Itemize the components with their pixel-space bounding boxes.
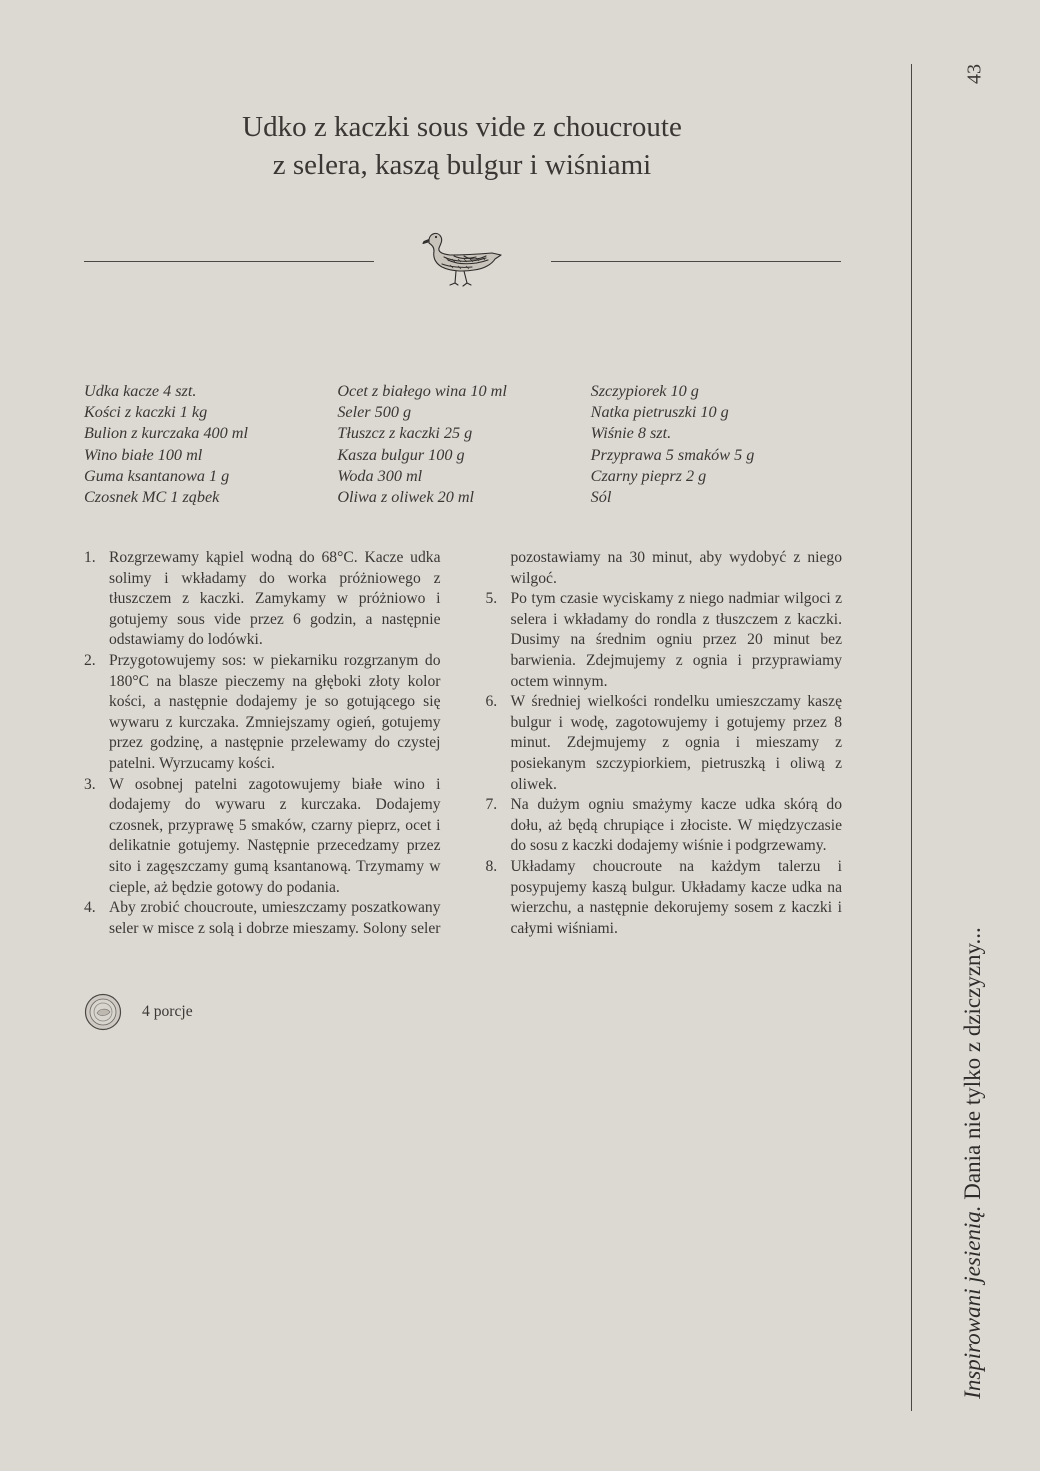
step-2 bbox=[84, 651, 441, 775]
ingredient-item: Seler 500 g bbox=[337, 403, 412, 422]
recipe-title-line-2: z selera, kaszą bulgur i wiśniami bbox=[272, 149, 652, 181]
step-3 bbox=[84, 775, 441, 899]
ingredient-item: Sól bbox=[590, 488, 612, 507]
step-5 bbox=[486, 589, 843, 692]
step-text: W osobnej patelni zagotowujemy białe wino i dodajemy do wywaru z kurczaka. Dodajemy czosnek, przyprawę 5 smaków, czarny pieprz, ocet i delikatnie gotujemy. Następnie przecedzamy przez sito i zagęszczamy gumą ksantanową. Trzymamy w cieple, aż będzie gotowy do podania. bbox=[109, 775, 441, 896]
step-7 bbox=[486, 795, 843, 857]
step-number: 4. bbox=[84, 899, 96, 917]
plate-icon bbox=[84, 993, 122, 1031]
page-number: 43 bbox=[963, 64, 986, 84]
step-number: 8. bbox=[485, 857, 498, 875]
servings bbox=[84, 993, 193, 1031]
ingredient-item: Czosnek MC 1 ząbek bbox=[84, 488, 220, 507]
ingredients-column-3 bbox=[591, 381, 844, 508]
step-6 bbox=[486, 692, 843, 795]
step-text: W średniej wielkości rondelku umieszczamy kaszę bulgur i wodę, zagotowujemy i gotujemy przez 8 minut. Zdejmujemy z ognia i mieszamy z posiekanym szczypiorkiem, pietruszką i oliwą z oliwek. bbox=[510, 693, 842, 793]
ingredient-item: Tłuszcz z kaczki 25 g bbox=[337, 424, 473, 443]
ingredients-list bbox=[84, 381, 844, 508]
ingredient-item: Natka pietruszki 10 g bbox=[590, 403, 729, 422]
ingredient-item: Kości z kaczki 1 kg bbox=[84, 403, 208, 422]
step-number: 3. bbox=[84, 775, 96, 793]
divider-right bbox=[551, 261, 841, 262]
recipe-title bbox=[112, 108, 812, 184]
ingredient-item: Wiśnie 8 szt. bbox=[590, 424, 672, 443]
step-number: 1. bbox=[84, 549, 96, 566]
margin-rule bbox=[911, 64, 912, 1411]
step-text: Układamy choucroute na każdym talerzu i posypujemy kaszą bulgur. Układamy kacze udka na wierzchu, a następnie dekorujemy sosem z kaczki i całymi wiśniami. bbox=[510, 857, 842, 937]
running-head-regular: Dania nie tylko z dziczyzny... bbox=[960, 927, 985, 1200]
running-head-italic: Inspirowani jesienią. bbox=[960, 1205, 985, 1399]
running-head bbox=[960, 927, 986, 1399]
servings-label: 4 porcje bbox=[142, 1003, 193, 1020]
step-text: Na dużym ogniu smażymy kacze udka skórą do dołu, aż będą chrupiące i złociste. W międzyczasie do sosu z kaczki dodajemy wiśnie i podgrzewamy. bbox=[510, 796, 842, 855]
ingredient-item: Szczypiorek 10 g bbox=[590, 382, 699, 400]
preparation-steps bbox=[84, 548, 842, 939]
step-number: 6. bbox=[485, 693, 498, 711]
ingredient-item: Oliwa z oliwek 20 ml bbox=[337, 488, 475, 507]
ingredient-item: Udka kacze 4 szt. bbox=[84, 382, 197, 400]
step-number: 2. bbox=[84, 651, 96, 669]
step-8 bbox=[486, 857, 843, 939]
ingredients-column-2 bbox=[337, 381, 590, 508]
ingredient-item: Ocet z białego wina 10 ml bbox=[337, 382, 507, 400]
step-number: 7. bbox=[485, 796, 498, 814]
step-1 bbox=[84, 548, 441, 651]
ingredient-item: Woda 300 ml bbox=[337, 466, 423, 485]
ingredient-item: Guma ksantanowa 1 g bbox=[84, 466, 230, 485]
ingredients-column-1 bbox=[84, 381, 337, 508]
ingredient-item: Przyprawa 5 smaków 5 g bbox=[590, 445, 755, 464]
step-text: Po tym czasie wyciskamy z niego nadmiar wilgoci z selera i wkładamy do rondla z tłuszczem z kaczki. Dusimy na średnim ogniu przez 20 minut bez barwienia. Zdejmujemy z ognia i przyprawiamy octem winnym. bbox=[510, 590, 842, 690]
ingredient-item: Czarny pieprz 2 g bbox=[590, 466, 707, 485]
step-number: 5. bbox=[485, 590, 498, 608]
ingredient-item: Kasza bulgur 100 g bbox=[337, 445, 465, 464]
divider-left bbox=[84, 261, 374, 262]
step-text: Aby zrobić choucroute, umieszczamy poszatkowany seler w misce z solą i dobrze mieszamy. Solony seler pozostawiamy na 30 minut, aby wydobyć z niego wilgoć. bbox=[109, 549, 842, 937]
recipe-title-line-1: Udko z kaczki sous vide z choucroute bbox=[242, 111, 682, 143]
ingredient-item: Bulion z kurczaka 400 ml bbox=[84, 424, 248, 443]
step-text: Rozgrzewamy kąpiel wodną do 68°C. Kacze udka solimy i wkładamy do worka próżniowego z tłuszczem z kaczki. Zamykamy w próżniowo i gotujemy sous vide przez 6 godzin, a następnie odstawiamy do lodówki. bbox=[109, 549, 441, 649]
duck-illustration-icon bbox=[420, 226, 504, 292]
ingredient-item: Wino białe 100 ml bbox=[84, 445, 203, 464]
step-text: Przygotowujemy sos: w piekarniku rozgrzanym do 180°C na blasze pieczemy na głęboki złoty kolor kości, a następnie dodajemy je so gotującego się wywaru z kurczaka. Zmniejszamy ogień, gotujemy przez godzinę, a następnie przelewamy do czystej patelni. Wyrzucamy kości. bbox=[109, 651, 441, 772]
